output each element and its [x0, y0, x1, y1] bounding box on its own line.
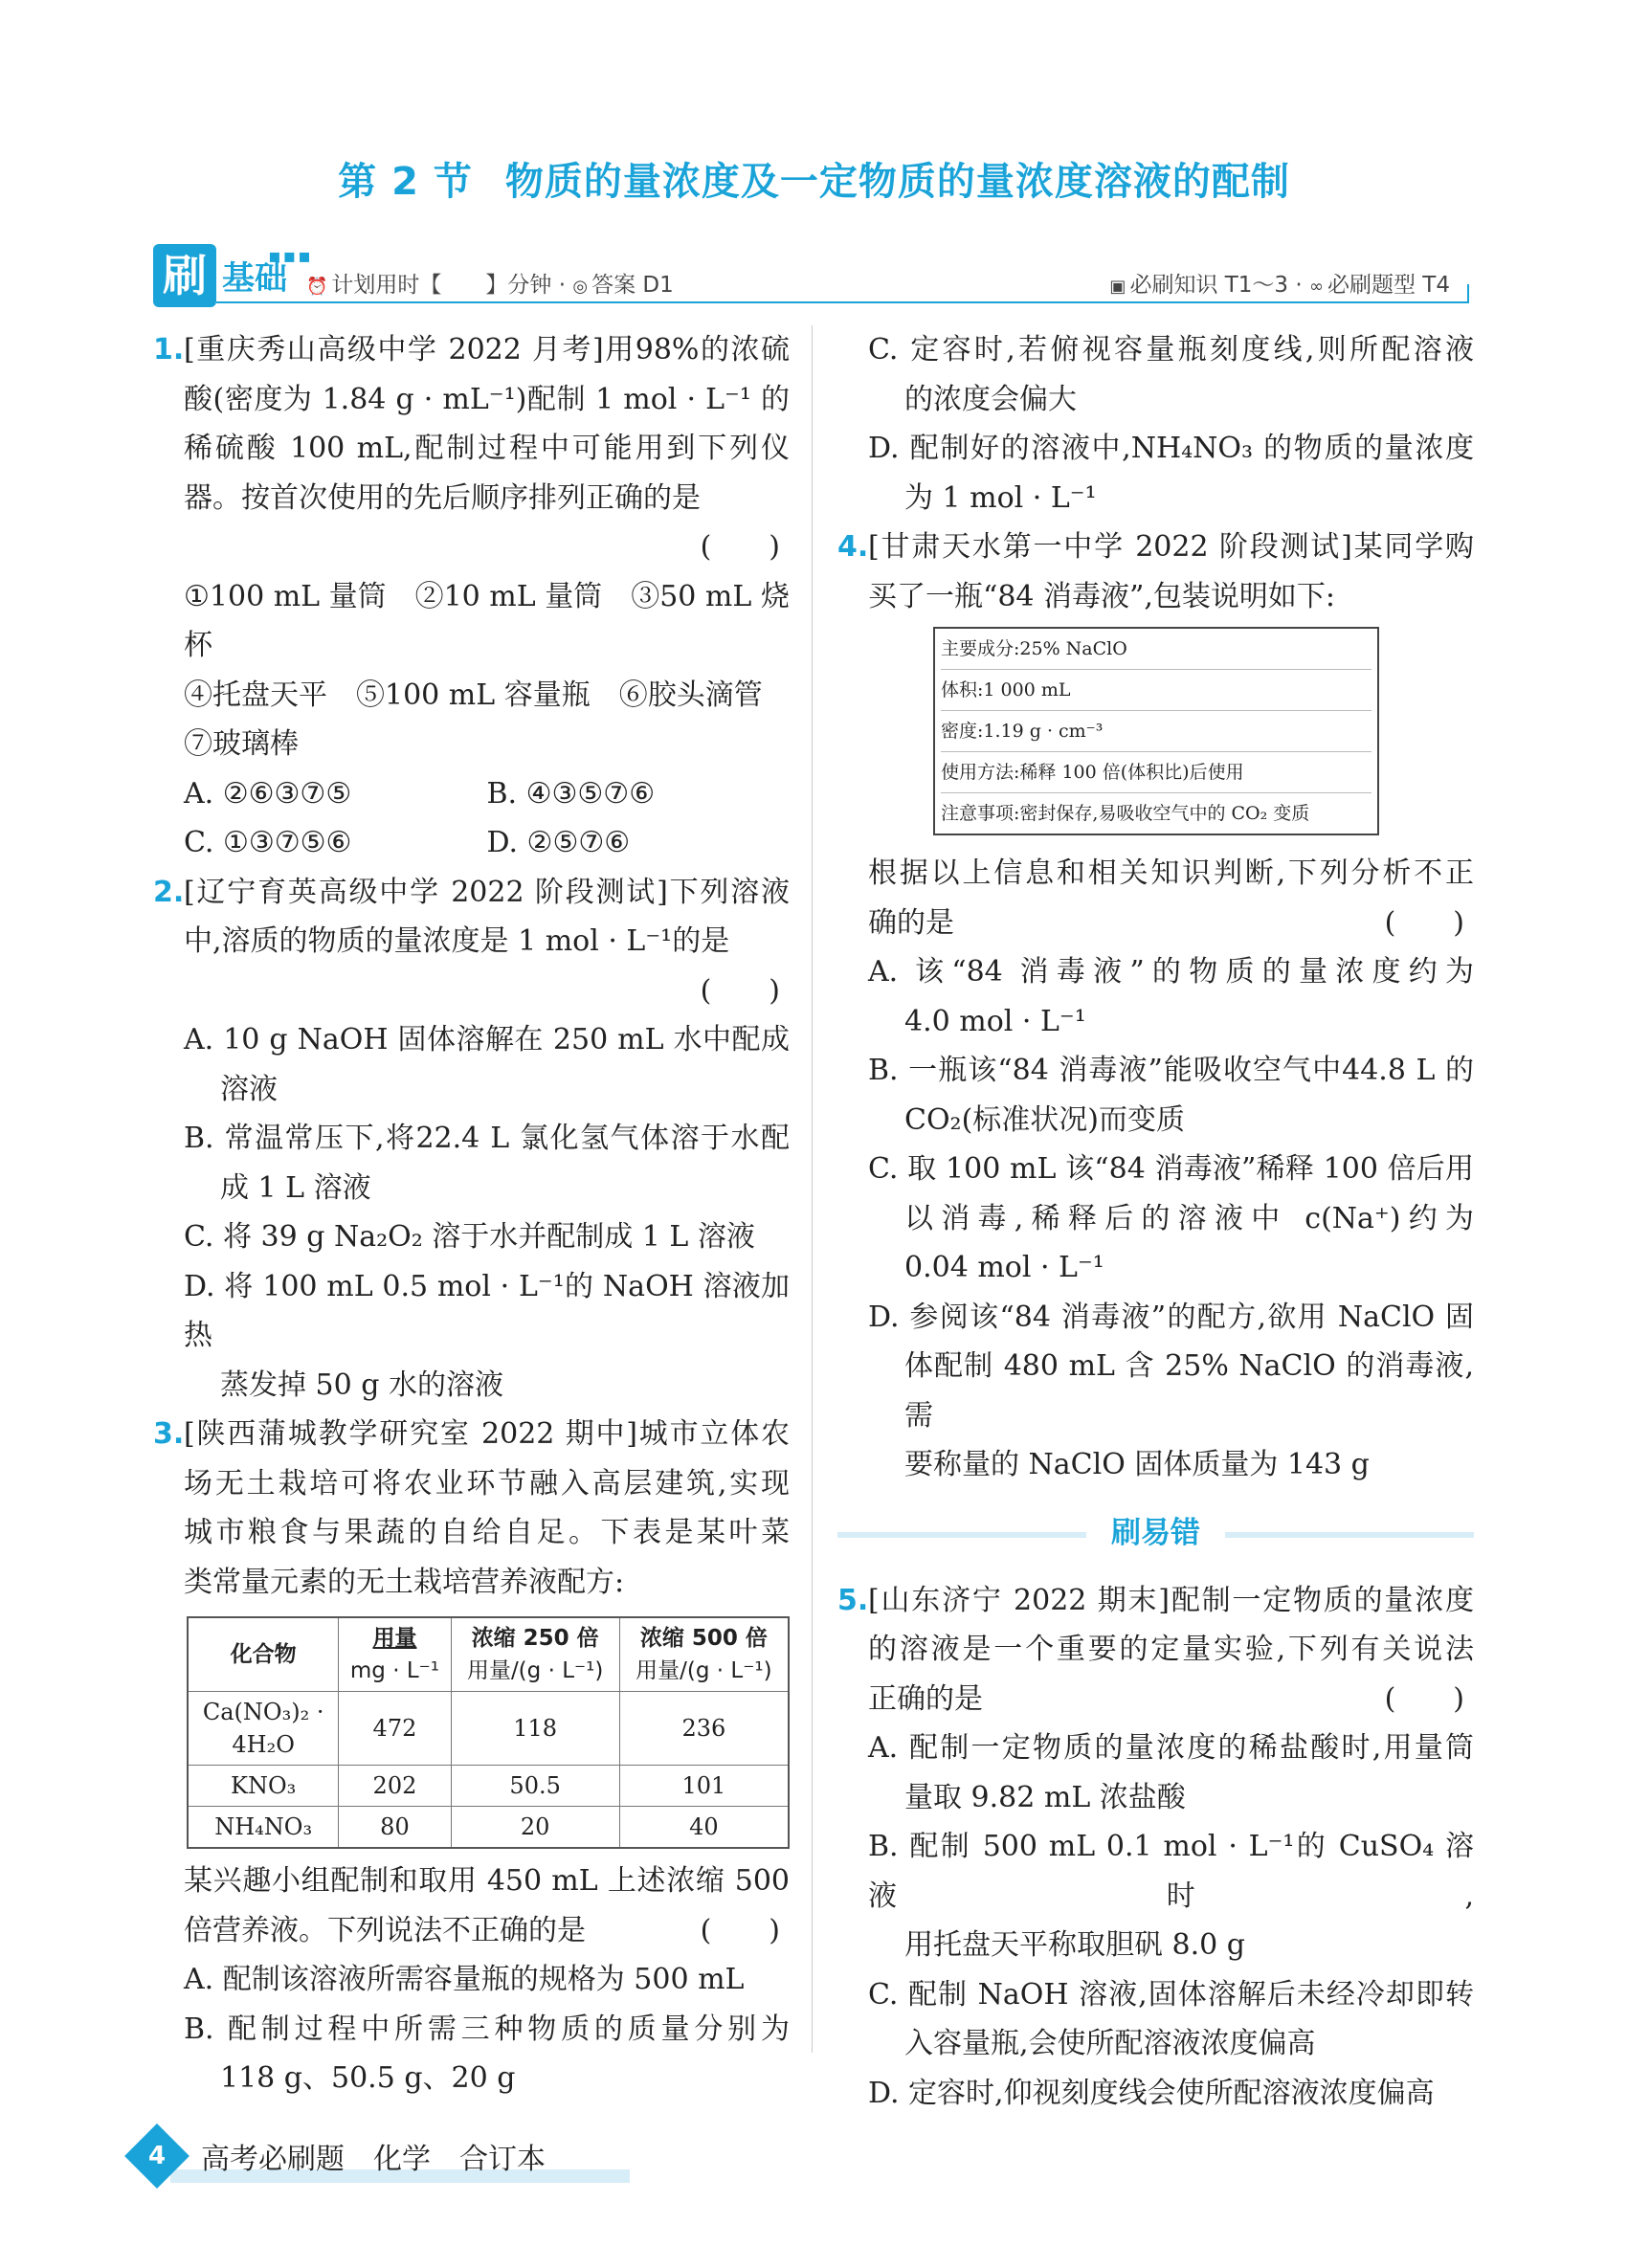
table-cell: 50.5 [451, 1766, 619, 1807]
question-3 [153, 1410, 790, 1607]
cell-line: Ca(NO₃)₂ · [202, 1699, 324, 1725]
knowledge-ref: 必刷知识 T1～3 · [1129, 273, 1309, 298]
dots-decoration: ▪▪▪ [268, 244, 313, 267]
option-d: D. 参阅该“84 消毒液”的配方,欲用 NaClO 固 [868, 1300, 1474, 1334]
question-number: 3. [153, 1417, 185, 1451]
left-column [153, 325, 790, 2103]
knowledge-info [1109, 267, 1450, 299]
question-number: 1. [153, 333, 185, 367]
question-text: 确的是 [868, 905, 954, 940]
option-a: A. 配制一定物质的量浓度的稀盐酸时,用量筒 [868, 1731, 1474, 1765]
item-line: ④托盘天平 ⑤100 mL 容量瓶 ⑥胶头滴管 [184, 678, 763, 712]
header-bottom: mg · L⁻¹ [349, 1658, 440, 1683]
option-b-cont: 用托盘天平称取胆矾 8.0 g [904, 1928, 1245, 1962]
header-top: 浓缩 500 倍 [639, 1626, 768, 1651]
option-c-cont: 以消毒,稀释后的溶液中 c(Na⁺)约为 [904, 1201, 1474, 1235]
option-c: C. ①③⑦⑤⑥ [184, 826, 352, 859]
option-c-cont: 的浓度会偏大 [904, 382, 1077, 416]
question-text: 正确的是 [868, 1681, 983, 1716]
question-line: 稀硫酸 100 mL,配制过程中可能用到下列仪 [184, 432, 790, 465]
table-header [339, 1617, 451, 1692]
question-number: 5. [837, 1583, 869, 1617]
question-5 [837, 1576, 1474, 1724]
question-line [868, 1675, 1474, 1724]
header-bottom: 用量/(g · L⁻¹) [466, 1658, 604, 1683]
question-line: 买了一瓶“84 消毒液”,包装说明如下: [868, 579, 1336, 613]
error-prone-title: 刷易错 [1111, 1515, 1200, 1550]
header-top: 用量 [372, 1626, 417, 1651]
page-number: 4 [147, 2142, 167, 2170]
section-header [153, 244, 1469, 309]
option-b: B. 常温常压下,将22.4 L 氯化氢气体溶于水配 [184, 1122, 790, 1155]
answer-paren: ( ) [700, 973, 780, 1008]
option-d-cont: 体配制 480 mL 含 25% NaClO 的消毒液,需 [904, 1349, 1474, 1433]
plan-info [306, 267, 674, 299]
table-cell: KNO₃ [188, 1766, 339, 1807]
item-line: ①100 mL 量筒 ②10 mL 量筒 ③50 mL 烧杯 [184, 579, 790, 662]
option-c-cont: 入容量瓶,会使所配溶液浓度偏高 [904, 2027, 1316, 2060]
table-row [188, 1807, 789, 1849]
options-row [153, 769, 790, 819]
clock-icon: ⏰ [306, 277, 328, 297]
answer-ref: 答案 D1 [591, 273, 674, 298]
label-line: 注意事项:密封保存,易吸收空气中的 CO₂ 变质 [941, 803, 1310, 824]
table-header [619, 1617, 789, 1692]
plan-time: 计划用时【 】分钟 · [331, 273, 573, 298]
label-line: 使用方法:稀释 100 倍(体积比)后使用 [941, 752, 1372, 793]
label-line: 密度:1.19 g · cm⁻³ [941, 711, 1372, 752]
option-c: C. 定容时,若俯视容量瓶刻度线,则所配溶液 [868, 333, 1474, 367]
table-cell: 202 [339, 1766, 451, 1807]
option-a: A. 该“84 消毒液”的物质的量浓度约为 [868, 955, 1474, 989]
option-b-cont: CO₂(标准状况)而变质 [904, 1102, 1185, 1137]
option-d: D. ②⑤⑦⑥ [486, 826, 631, 859]
table-header [451, 1617, 619, 1692]
question-line: [山东济宁 2022 期末]配制一定物质的量浓度 [868, 1583, 1474, 1617]
cell-line: 4H₂O [232, 1731, 295, 1758]
table-row [188, 1766, 789, 1807]
page-footer [124, 2129, 660, 2189]
option-a-cont: 量取 9.82 mL 浓盐酸 [904, 1780, 1186, 1814]
label-line: 体积:1 000 mL [941, 670, 1372, 711]
option-c: C. 配制 NaOH 溶液,固体溶解后未经冷却即转 [868, 1977, 1474, 2012]
option-b-cont: 成 1 L 溶液 [220, 1170, 371, 1205]
header-rule-end [1467, 284, 1469, 303]
question-line [837, 899, 1474, 948]
question-line [153, 1906, 790, 1956]
option-b-cont: 118 g、50.5 g、20 g [220, 2061, 516, 2095]
types-ref: 必刷题型 T4 [1327, 273, 1450, 298]
options-row [153, 818, 790, 868]
table-cell: 20 [451, 1807, 619, 1849]
option-d-cont: 要称量的 NaClO 固体质量为 143 g [904, 1448, 1370, 1481]
table-cell: NH₄NO₃ [188, 1807, 339, 1849]
book-title: 高考必刷题 化学 合订本 [201, 2143, 546, 2176]
item-line: ⑦玻璃棒 [184, 727, 299, 761]
question-number: 2. [153, 875, 185, 909]
section-number: 第 2 节 [338, 160, 473, 204]
table-cell: 472 [339, 1692, 451, 1766]
section-title [0, 151, 1628, 206]
option-a-cont: 溶液 [220, 1072, 278, 1106]
option-b: B. 一瓶该“84 消毒液”能吸收空气中44.8 L 的 [868, 1054, 1474, 1087]
option-d-cont: 为 1 mol · L⁻¹ [904, 480, 1097, 515]
answer-paren: ( ) [700, 1913, 780, 1947]
label-line: 主要成分:25% NaClO [941, 629, 1372, 670]
question-line: 场无土栽培可将农业环节融入高层建筑,实现 [184, 1466, 790, 1501]
book-icon: ▣ [1109, 277, 1126, 297]
question-line: 类常量元素的无土栽培营养液配方: [184, 1565, 625, 1599]
link-icon: ∞ [1309, 277, 1324, 297]
question-line: [甘肃天水第一中学 2022 阶段测试]某同学购 [868, 530, 1474, 564]
question-line: 中,溶质的物质的量浓度是 1 mol · L⁻¹的是 [184, 924, 730, 958]
option-b: B. 配制 500 mL 0.1 mol · L⁻¹的 CuSO₄ 溶液时, [868, 1830, 1474, 1913]
option-d: D. 配制好的溶液中,NH₄NO₃ 的物质的量浓度 [868, 432, 1474, 465]
brush-badge: 刷 [153, 244, 216, 307]
error-prone-banner [837, 1500, 1474, 1567]
table-cell: 118 [451, 1692, 619, 1766]
right-column [837, 325, 1474, 2118]
question-line: 根据以上信息和相关知识判断,下列分析不正 [868, 856, 1474, 890]
question-line: 酸(密度为 1.84 g · mL⁻¹)配制 1 mol · L⁻¹ 的 [184, 382, 790, 416]
table-header: 化合物 [188, 1617, 339, 1692]
product-label-box [933, 627, 1379, 835]
column-divider [812, 325, 813, 2053]
question-line: [重庆秀山高级中学 2022 月考]用98%的浓硫 [184, 333, 790, 367]
option-a: A. 配制该溶液所需容量瓶的规格为 500 mL [184, 1963, 745, 1996]
table-cell [188, 1692, 339, 1766]
option-d: D. 定容时,仰视刻度线会使所配溶液浓度偏高 [868, 2076, 1435, 2110]
nutrient-table [187, 1616, 790, 1849]
table-cell: 236 [619, 1692, 789, 1766]
option-d-cont: 蒸发掉 50 g 水的溶液 [220, 1367, 503, 1402]
answer-paren: ( ) [1384, 1681, 1464, 1716]
table-cell: 80 [339, 1807, 451, 1849]
question-line: [辽宁育英高级中学 2022 阶段测试]下列溶液 [184, 875, 790, 909]
basics-label: 基础 [222, 259, 287, 298]
answer-icon: ◎ [572, 277, 589, 297]
header-rule [216, 301, 1469, 303]
question-line: 某兴趣小组配制和取用 450 mL 上述浓缩 500 [184, 1864, 790, 1898]
option-a: A. ②⑥③⑦⑤ [184, 776, 352, 811]
table-cell: 40 [619, 1807, 789, 1849]
question-1 [153, 325, 790, 769]
answer-paren: ( ) [1384, 905, 1464, 940]
question-line: [陕西蒲城教学研究室 2022 期中]城市立体农 [184, 1417, 790, 1451]
question-2 [153, 868, 790, 1016]
option-b: B. ④③⑤⑦⑥ [486, 776, 656, 811]
question-line: 器。按首次使用的先后顺序排列正确的是 [184, 480, 701, 515]
section-name: 物质的量浓度及一定物质的量浓度溶液的配制 [504, 160, 1290, 204]
question-4 [837, 523, 1474, 621]
question-text: 倍营养液。下列说法不正确的是 [184, 1913, 586, 1947]
header-top: 浓缩 250 倍 [471, 1626, 599, 1651]
table-row [188, 1692, 789, 1766]
question-number: 4. [837, 530, 869, 564]
banner-line-right [1225, 1532, 1474, 1538]
question-line: 城市粮食与果蔬的自给自足。下表是某叶菜 [184, 1516, 790, 1549]
question-line: 的溶液是一个重要的定量实验,下列有关说法 [868, 1633, 1474, 1666]
answer-paren: ( ) [700, 530, 780, 564]
option-b: B. 配制过程中所需三种物质的质量分别为 [184, 2012, 790, 2046]
option-c: C. 取 100 mL 该“84 消毒液”稀释 100 倍后用 [868, 1152, 1474, 1186]
option-a-cont: 4.0 mol · L⁻¹ [904, 1004, 1086, 1038]
table-cell: 101 [619, 1766, 789, 1807]
header-bottom: 用量/(g · L⁻¹) [636, 1658, 772, 1683]
option-c: C. 将 39 g Na₂O₂ 溶于水并配制成 1 L 溶液 [184, 1220, 755, 1254]
option-c-cont: 0.04 mol · L⁻¹ [904, 1251, 1104, 1284]
option-a: A. 10 g NaOH 固体溶解在 250 mL 水中配成 [184, 1023, 790, 1056]
option-d: D. 将 100 mL 0.5 mol · L⁻¹的 NaOH 溶液加热 [184, 1269, 790, 1352]
